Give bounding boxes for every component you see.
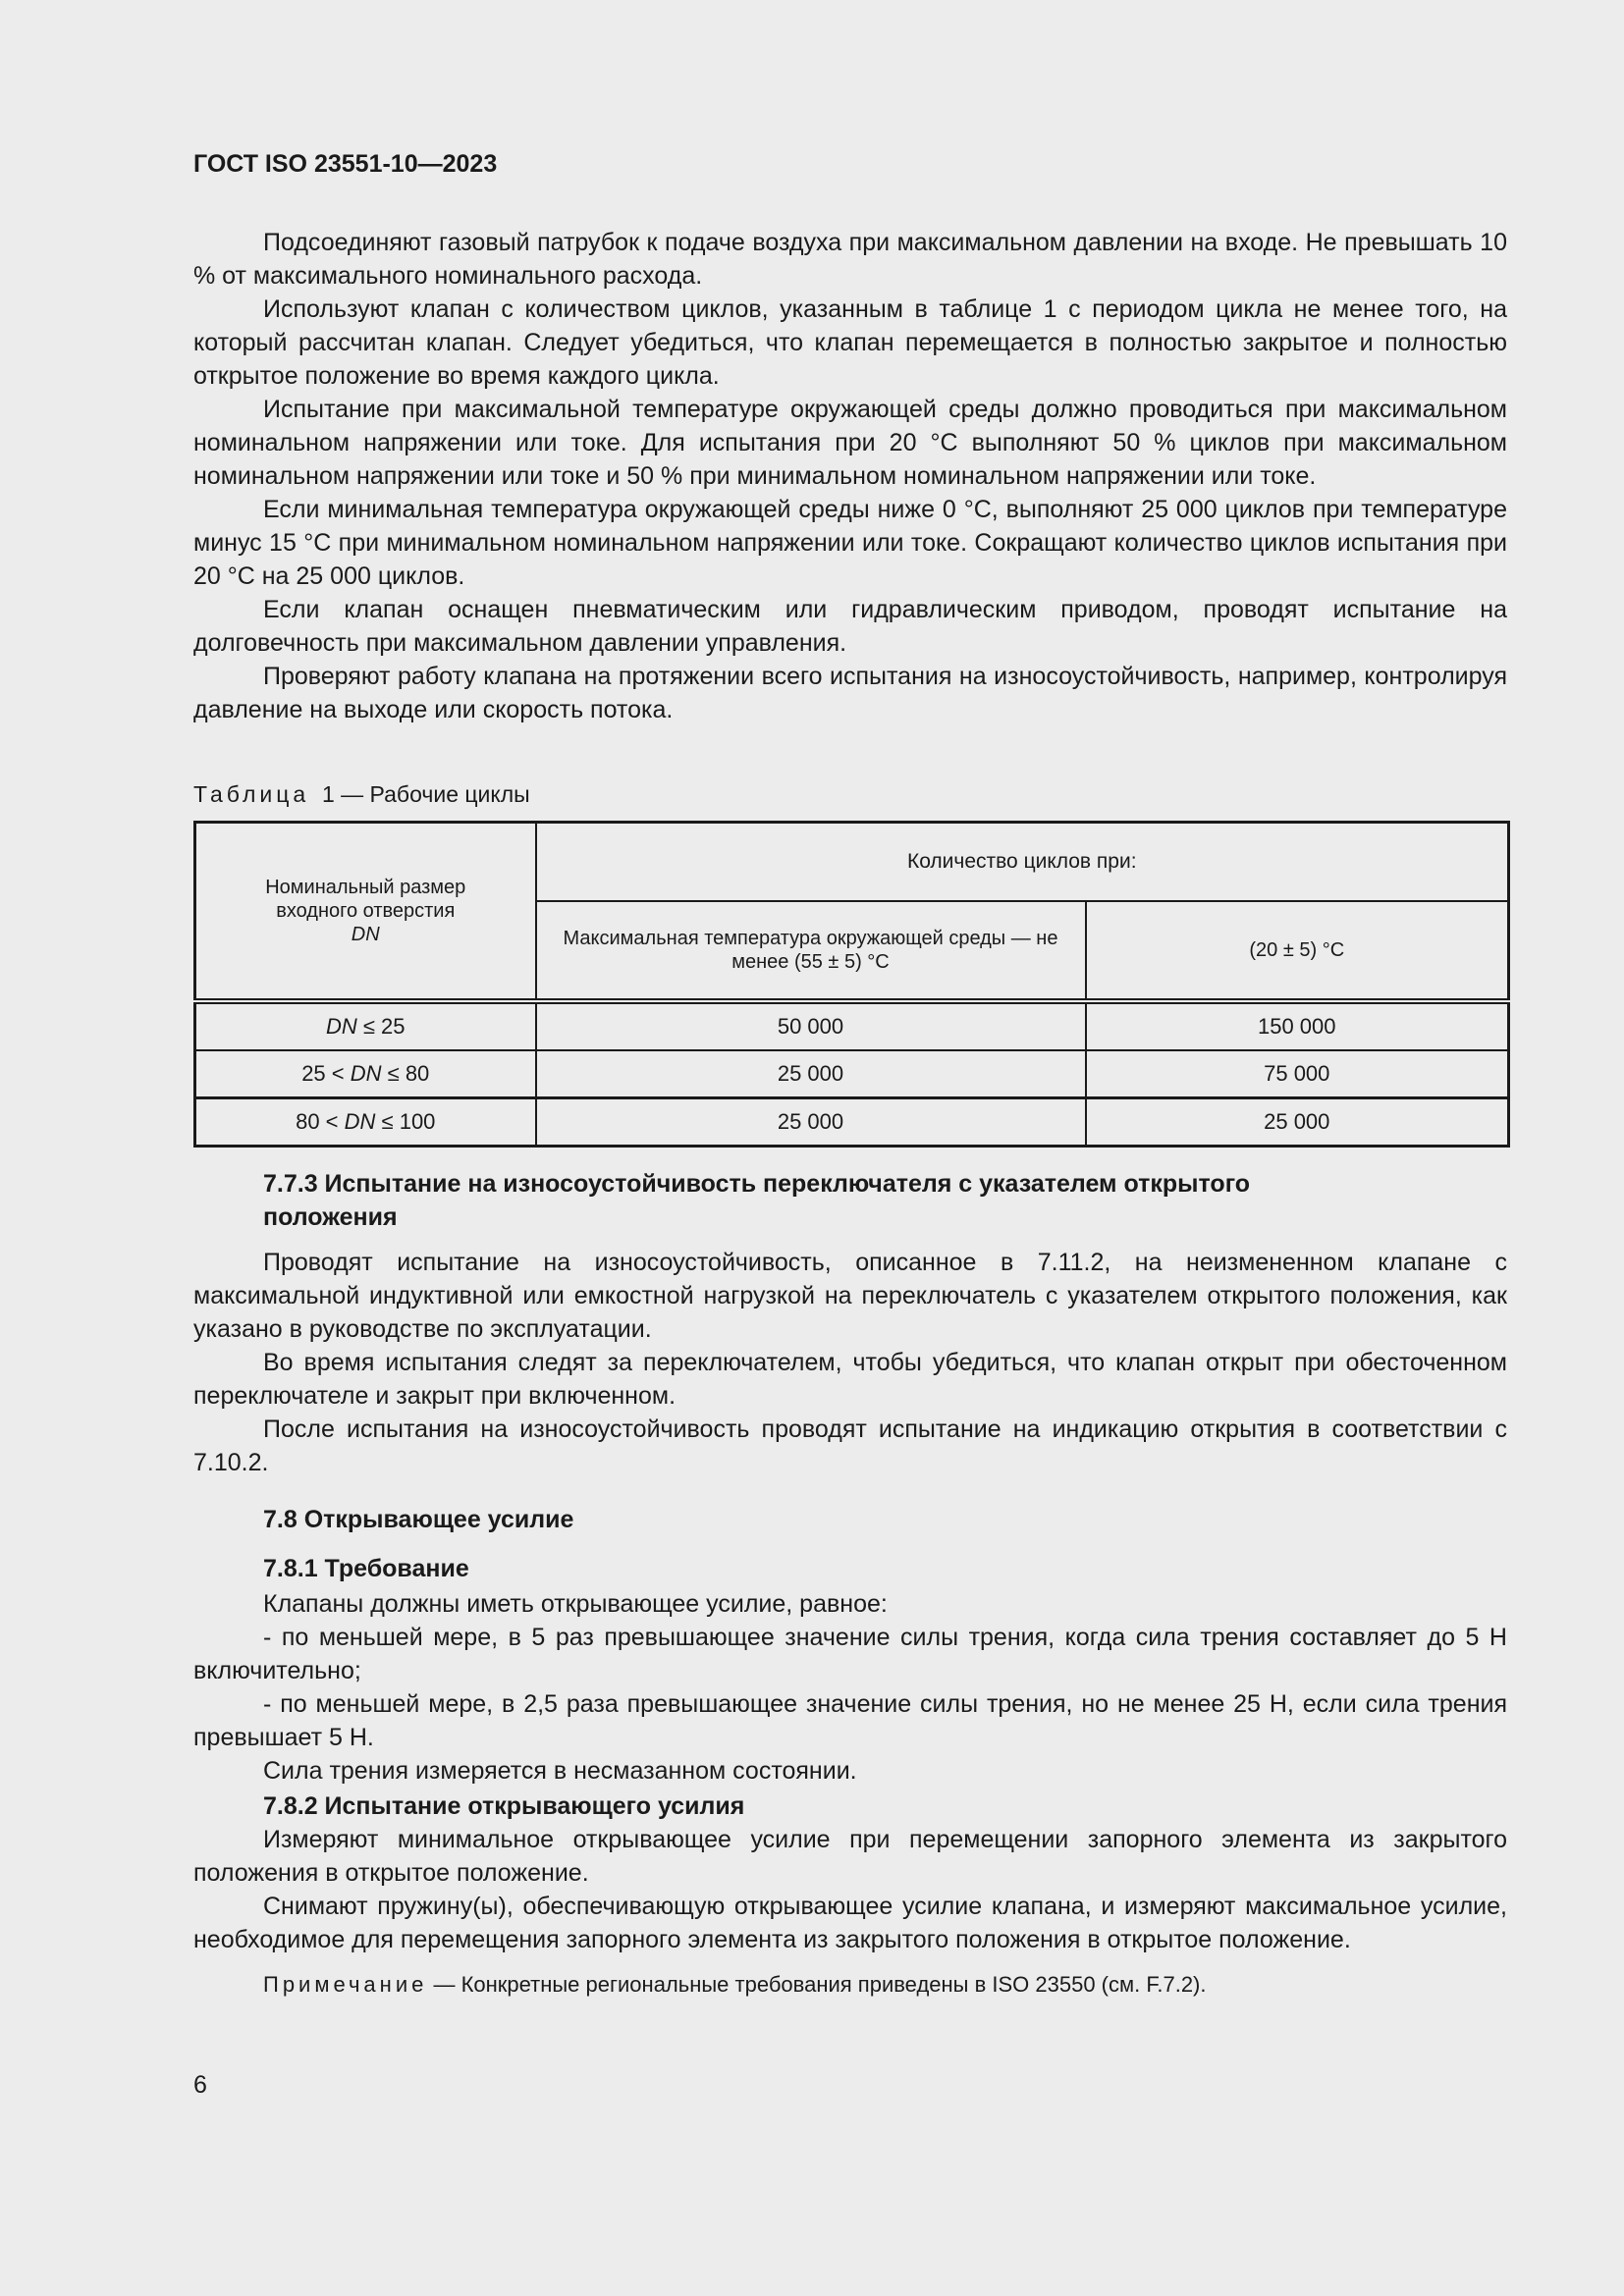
room-temp-column-header: (20 ± 5) °С <box>1086 901 1509 1001</box>
paragraph: Используют клапан с количеством циклов, указанным в таблице 1 с периодом цикла не менее того, на который рассчитан клапан. Следует убедиться, что клапан перемещается в полностью закрытое и полностью открытое положение во время каждого цикла. <box>193 295 1507 390</box>
paragraph: Снимают пружину(ы), обеспечивающую открывающее усилие клапана, и измеряют максимальное усилие, необходимое для перемещения запорного элемента из закрытого положения в открытое положение. <box>193 1892 1507 1953</box>
paragraph: Подсоединяют газовый патрубок к подаче воздуха при максимальном давлении на входе. Не превышать 10 % от максимального номинального расхода. <box>193 229 1507 290</box>
max-temp-cell: 25 000 <box>536 1050 1086 1098</box>
paragraph: Если клапан оснащен пневматическим или гидравлическим приводом, проводят испытание на долговечность при максимальном давлении управления. <box>193 596 1507 657</box>
section-7-8-1-body <box>193 1587 1507 1788</box>
cycles-group-header: Количество циклов при: <box>536 823 1509 901</box>
room-temp-cell: 150 000 <box>1086 1001 1509 1050</box>
list-item: - по меньшей мере, в 2,5 раза превышающее значение силы трения, но не менее 25 Н, если сила трения превышает 5 Н. <box>193 1689 1507 1751</box>
max-temp-column-header: Максимальная температура окружающей среды — не менее (55 ± 5) °С <box>536 901 1086 1001</box>
page-number: 6 <box>193 2071 207 2099</box>
paragraph: Измеряют минимальное открывающее усилие при перемещении запорного элемента из закрытого положения в открытое положение. <box>193 1825 1507 1887</box>
page-content <box>193 147 1507 2000</box>
intro-section <box>193 226 1507 726</box>
list-item: - по меньшей мере, в 5 раз превышающее значение силы трения, когда сила трения составляет до 5 Н включительно; <box>193 1623 1507 1684</box>
section-7-7-3-body <box>193 1246 1507 1479</box>
dn-cell: 25 < DN ≤ 80 <box>195 1050 536 1098</box>
table-row <box>195 1050 1509 1098</box>
table-row <box>195 1001 1509 1050</box>
paragraph: Проверяют работу клапана на протяжении всего испытания на износоустойчивость, например, контролируя давление на выходе или скорость потока. <box>193 663 1507 723</box>
document-header: ГОСТ ISO 23551-10—2023 <box>193 150 498 178</box>
max-temp-cell: 25 000 <box>536 1097 1086 1146</box>
dn-header-line: входного отверстия <box>276 899 456 922</box>
section-heading-7-8-2: 7.8.2 Испытание открывающего усилия <box>263 1791 745 1820</box>
paragraph: Испытание при максимальной температуре окружающей среды должно проводиться при максимальном номинальном напряжении или токе. Для испытания при 20 °С выполняют 50 % циклов при максимальном номинальном напряжении или токе и 50 % при минимальном номинальном напряжении или токе. <box>193 396 1507 490</box>
heading-line: 7.7.3 Испытание на износоустойчивость переключателя с указателем открытого <box>263 1169 1251 1198</box>
paragraph: Проводят испытание на износоустойчивость, описанное в 7.11.2, на неизмененном клапане с максимальной индуктивной или емкостной нагрузкой на переключатель с указателем открытого положения, как указано в руководстве по эксплуатации. <box>193 1248 1507 1343</box>
paragraph: Во время испытания следят за переключателем, чтобы убедиться, что клапан открыт при обесточенном переключателе и закрыт при включенном. <box>193 1348 1507 1410</box>
dn-cell: DN ≤ 25 <box>195 1001 536 1050</box>
note-text: — Конкретные региональные требования приведены в ISO 23550 (см. F.7.2). <box>427 1971 1207 1997</box>
heading-line: положения <box>263 1202 398 1231</box>
section-7-8-2-body <box>193 1823 1507 1956</box>
room-temp-cell: 75 000 <box>1086 1050 1509 1098</box>
dn-cell: 80 < DN ≤ 100 <box>195 1097 536 1146</box>
paragraph: После испытания на износоустойчивость проводят испытание на индикацию открытия в соответствии с 7.10.2. <box>193 1415 1507 1476</box>
note-label: Примечание <box>263 1971 428 1997</box>
room-temp-cell: 25 000 <box>1086 1097 1509 1146</box>
paragraph: Сила трения измеряется в несмазанном состоянии. <box>263 1756 857 1785</box>
section-heading-7-7-3 <box>193 1167 1507 1234</box>
cycles-table <box>193 821 1510 1148</box>
dn-column-header <box>195 823 536 1001</box>
dn-header-line: Номинальный размер <box>265 876 466 898</box>
table-header-row <box>195 823 1509 901</box>
max-temp-cell: 50 000 <box>536 1001 1086 1050</box>
paragraph: Клапаны должны иметь открывающее усилие, равное: <box>263 1589 888 1618</box>
section-heading-7-8: 7.8 Открывающее усилие <box>263 1505 574 1533</box>
dn-header-symbol: DN <box>351 923 380 945</box>
table-caption <box>193 779 1507 809</box>
table-row <box>195 1097 1509 1146</box>
section-heading-7-8-1: 7.8.1 Требование <box>263 1554 469 1582</box>
table-caption-label: Таблица <box>193 781 310 807</box>
table-caption-text: 1 — Рабочие циклы <box>321 781 530 807</box>
note <box>193 1970 1507 2000</box>
paragraph: Если минимальная температура окружающей среды ниже 0 °С, выполняют 25 000 циклов при температуре минус 15 °С при минимальном номинальном напряжении или токе. Сокращают количество циклов испытания при 20 °С на 25 000 циклов. <box>193 496 1507 590</box>
